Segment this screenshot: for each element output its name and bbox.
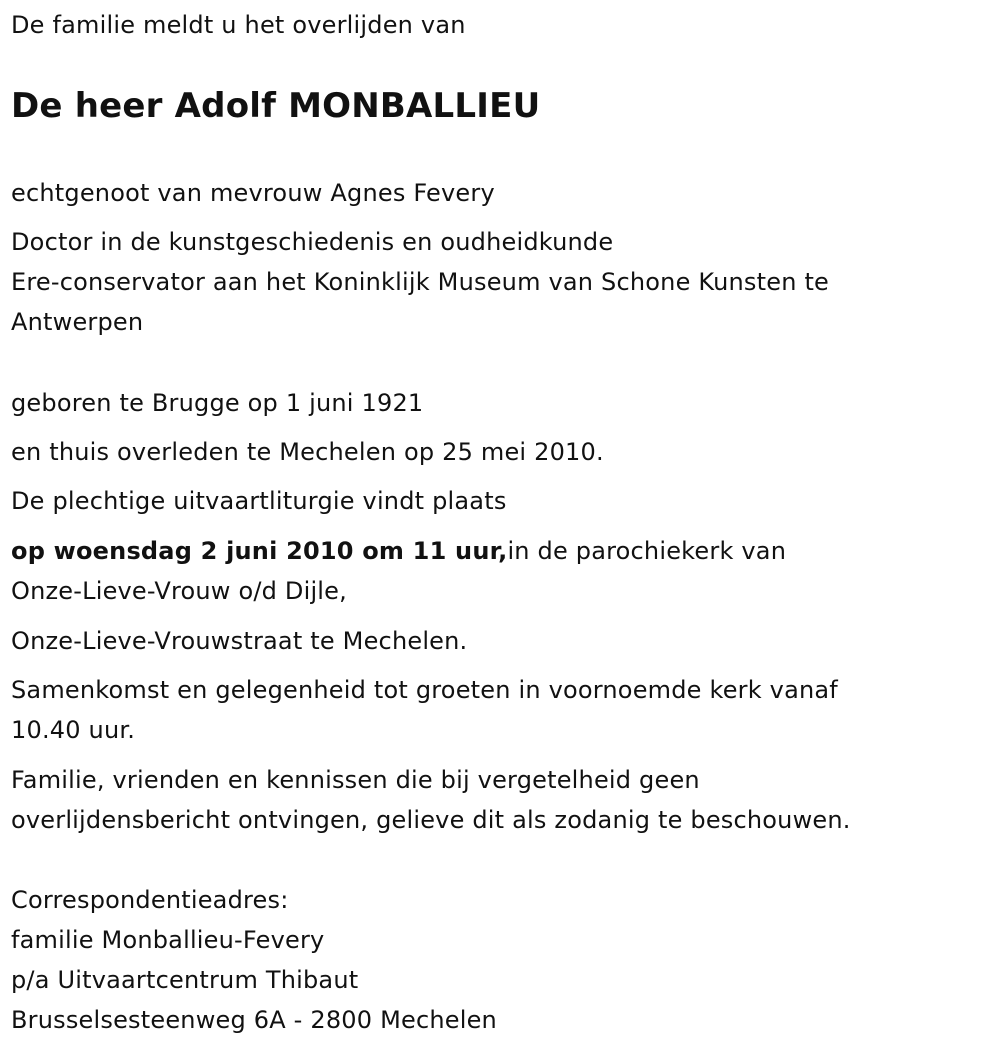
- gathering-line-2: 10.40 uur.: [11, 716, 136, 744]
- gathering-line-1: Samenkomst en gelegenheid tot groeten in voornoemde kerk vanaf: [11, 676, 838, 704]
- correspondence-label: Correspondentieadres:: [11, 886, 289, 914]
- notice-line-2: overlijdensbericht ontvingen, gelieve dit als zodanig te beschouwen.: [11, 806, 851, 834]
- death-text: en thuis overleden te Mechelen op 25 mei 2010.: [11, 438, 604, 466]
- liturgy-line: [11, 536, 786, 566]
- intro-text: De familie meldt u het overlijden van: [11, 11, 466, 39]
- notice-line-1: Familie, vrienden en kennissen die bij vergetelheid geen: [11, 766, 700, 794]
- liturgy-intro: De plechtige uitvaartliturgie vindt plaats: [11, 487, 507, 515]
- correspondence-line-2: p/a Uitvaartcentrum Thibaut: [11, 966, 359, 994]
- spouse-text: echtgenoot van mevrouw Agnes Fevery: [11, 179, 495, 207]
- title-line-3: Antwerpen: [11, 308, 144, 336]
- correspondence-line-3: Brusselsesteenweg 6A - 2800 Mechelen: [11, 1006, 497, 1034]
- liturgy-church: Onze-Lieve-Vrouw o/d Dijle,: [11, 577, 347, 605]
- birth-text: geboren te Brugge op 1 juni 1921: [11, 389, 424, 417]
- deceased-name: De heer Adolf MONBALLIEU: [11, 86, 541, 126]
- title-line-1: Doctor in de kunstgeschiedenis en oudheidkunde: [11, 228, 614, 256]
- liturgy-when: op woensdag 2 juni 2010 om 11 uur,: [11, 537, 508, 565]
- title-line-2: Ere-conservator aan het Koninklijk Museum van Schone Kunsten te: [11, 268, 830, 296]
- correspondence-line-1: familie Monballieu-Fevery: [11, 926, 325, 954]
- liturgy-street: Onze-Lieve-Vrouwstraat te Mechelen.: [11, 627, 468, 655]
- liturgy-where: in de parochiekerk van: [507, 537, 787, 565]
